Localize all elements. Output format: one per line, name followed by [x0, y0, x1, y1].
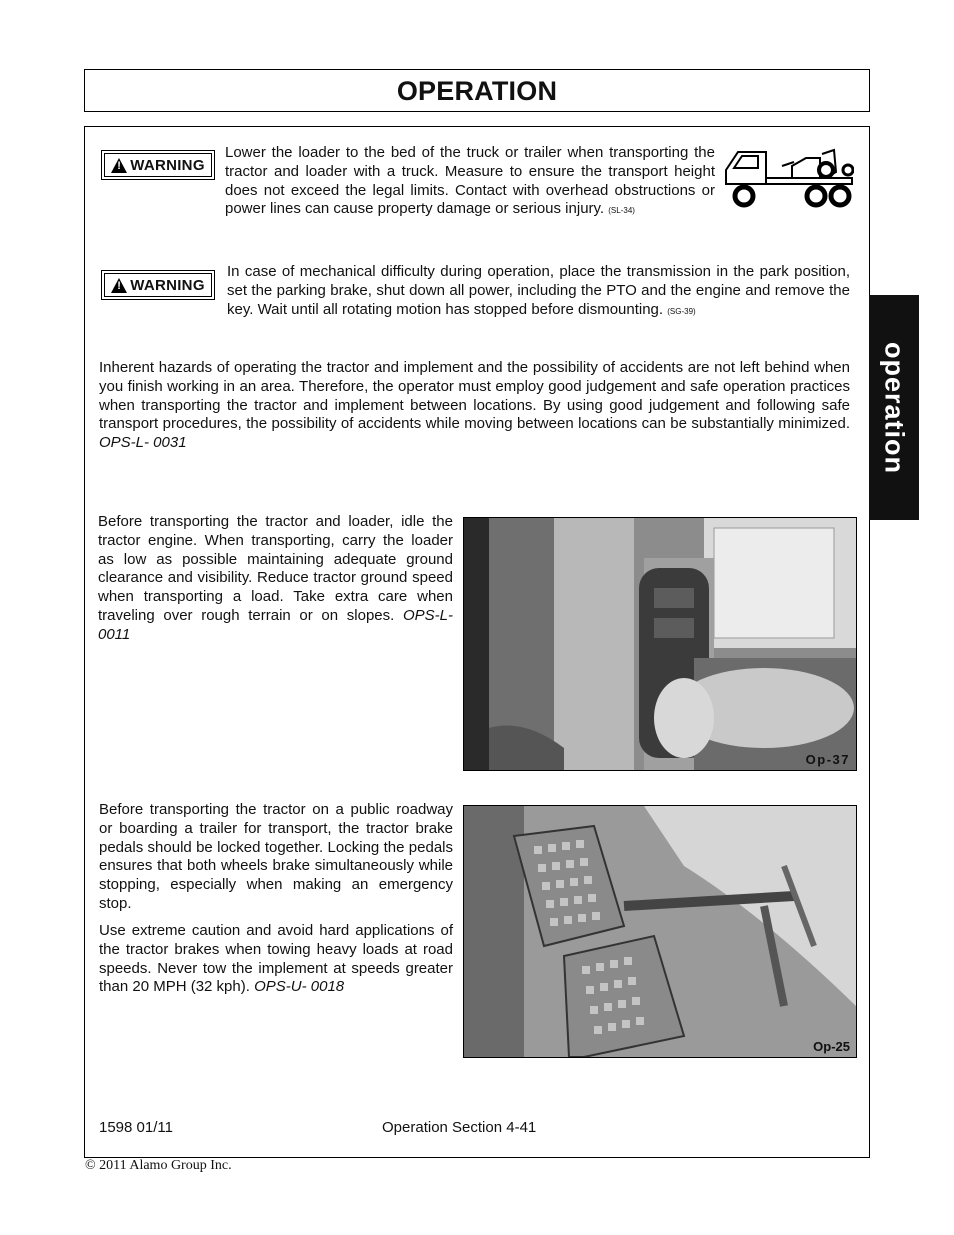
- warning-code: (SL-34): [608, 206, 635, 216]
- photo-loader-control: [463, 517, 857, 771]
- warning-badge: ! WARNING: [101, 150, 215, 180]
- warning-text-mechanical: In case of mechanical difficulty during operation, place the transmission in the park position, set the parking brake, shut down all power, including the PTO and the engine and remove the key. Wait until all rotating motion has stopped before dismounting. (SG-39): [227, 263, 850, 318]
- page-title: OPERATION: [396, 76, 558, 106]
- truck-loader-illustration: [722, 142, 854, 210]
- photo-label: Op-25: [813, 1039, 850, 1054]
- warning-code: (SG-39): [667, 306, 696, 316]
- doc-number: 1598 01/11: [99, 1119, 173, 1136]
- paragraph-code: OPS-U- 0018: [254, 978, 345, 996]
- paragraph-code: OPS-L-0011: [98, 606, 453, 643]
- photo-label: Op-37: [805, 752, 850, 767]
- page-header: [84, 69, 870, 112]
- warning-text-loader: Lower the loader to the bed of the truck or trailer when transporting the tractor and loader with a truck. Measure to ensure the transport height does not exceed the legal limits. Contact with overhead obstructions or power lines can cause property damage or serious injury. (SL-34): [225, 144, 715, 218]
- section-side-tab: [869, 295, 919, 520]
- photo-brake-pedals: [463, 805, 857, 1058]
- paragraph-towing-caution: Use extreme caution and avoid hard applications of the tractor brakes when towing heavy loads at road speeds. Never tow the implement at speeds greater than 20 MPH (32 kph). OPS-U- 0018: [99, 922, 453, 996]
- paragraph-inherent-hazards: Inherent hazards of operating the tractor and implement and the possibility of accidents are not left behind when you finish working in an area. Therefore, the operator must employ good judgement and safe operation practices when transporting the tractor and implement between locations. By using good judgement and following safe transport procedures, the possibility of accidents while moving between locations can be substantially minimized. OPS-L- 0031: [99, 359, 850, 452]
- paragraph-code: OPS-L- 0031: [99, 434, 187, 452]
- paragraph-idle-engine: Before transporting the tractor and loader, idle the tractor engine. When transporting, carry the loader as low as possible maintaining adequate ground clearance and visibility. Reduce tractor ground speed when transporting a load. Take extra care when traveling over rough terrain or on slopes. OPS-L-0011: [98, 513, 453, 643]
- warning-badge: ! WARNING: [101, 270, 215, 300]
- warning-triangle-icon: !: [111, 158, 127, 173]
- warning-triangle-icon: !: [111, 278, 127, 293]
- paragraph-brake-pedals: Before transporting the tractor on a public roadway or boarding a trailer for transport, the tractor brake pedals should be locked together. Locking the pedals ensures that both wheels brake simultaneously while stopping, especially when making an emergency stop.: [99, 801, 453, 912]
- side-tab-label: operation: [879, 341, 910, 474]
- section-page-number: Operation Section 4-41: [382, 1119, 537, 1136]
- copyright: © 2011 Alamo Group Inc.: [85, 1158, 232, 1173]
